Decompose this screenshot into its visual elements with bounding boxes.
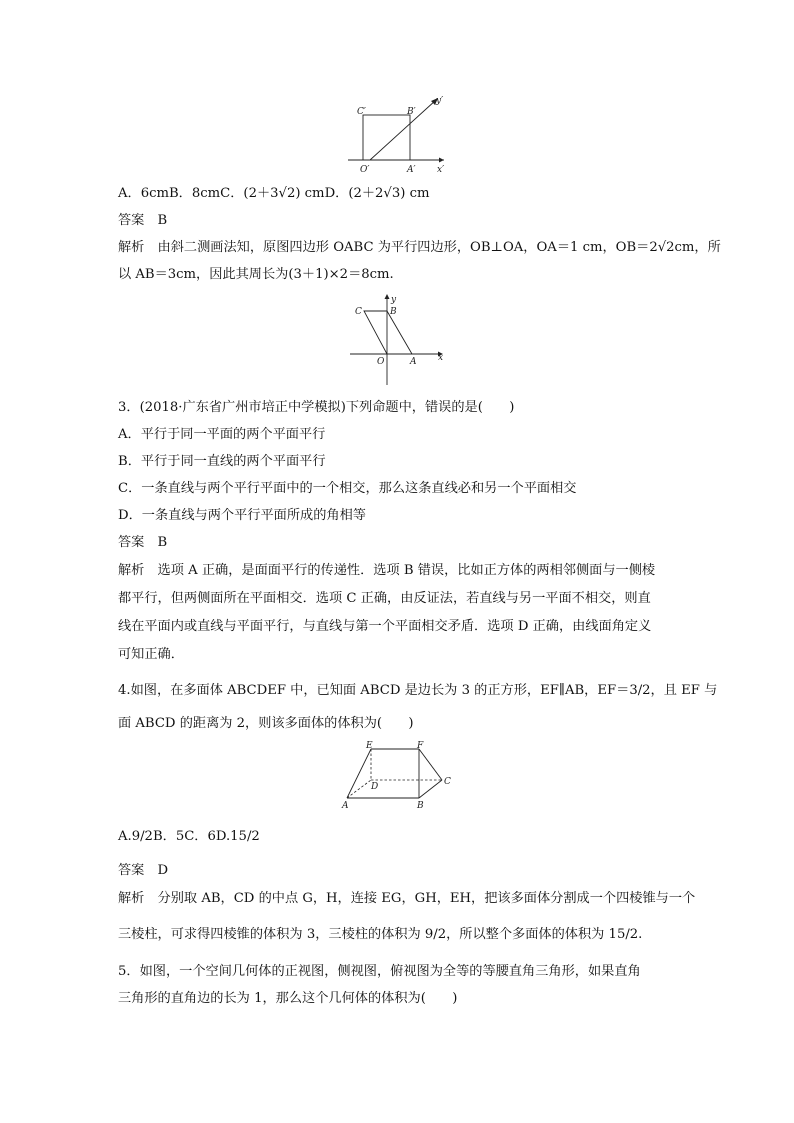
q5-stem-line2: 三角形的直角边的长为 1，那么这个几何体的体积为( ) [118, 991, 458, 1006]
q2-answer: 答案 B [118, 213, 168, 228]
q2-options: A．6cmB．8cmC．(2＋3√2) cmD．(2＋2√3) cm [118, 186, 430, 201]
figure-oblique-square [340, 94, 450, 176]
q3-option-d: D．一条直线与两个平行平面所成的角相等 [118, 508, 366, 523]
q3-analysis-line1: 解析 选项 A 正确，是面面平行的传递性．选项 B 错误，比如正方体的两相邻侧面与一侧棱 [118, 563, 656, 578]
q5-stem-line1: 5．如图，一个空间几何体的正视图，侧视图，俯视图为全等的等腰直角三角形，如果直角 [118, 964, 641, 979]
label-d: D [371, 782, 379, 792]
figure-parallelogram [346, 293, 450, 387]
q3-answer: 答案 B [118, 535, 168, 550]
q3-stem: 3．(2018·广东省广州市培正中学模拟)下列命题中，错误的是( ) [118, 400, 515, 415]
label-b: B [417, 801, 424, 811]
figure-polyhedron [338, 738, 458, 812]
q2-analysis-line2: 以 AB＝3cm，因此其周长为(3＋1)×2＝8cm. [118, 267, 394, 282]
label-f: F [417, 741, 424, 751]
label-y-prime: y′ [436, 96, 444, 106]
label-c: C [355, 307, 362, 317]
label-a: A [410, 357, 417, 367]
q3-option-b: B．平行于同一直线的两个平面平行 [118, 454, 326, 469]
q4-answer: 答案 D [118, 863, 169, 878]
q4-stem-line2: 面 ABCD 的距离为 2，则该多面体的体积为( ) [118, 716, 414, 731]
label-x-prime: x′ [437, 165, 445, 175]
label-x: x [438, 353, 444, 363]
label-y: y [391, 295, 397, 305]
label-b-prime: B′ [407, 107, 416, 117]
q3-option-a: A．平行于同一平面的两个平面平行 [118, 427, 326, 442]
label-e: E [366, 741, 373, 751]
label-a-prime: A′ [407, 165, 416, 175]
q4-stem-line1: 4.如图，在多面体 ABCDEF 中，已知面 ABCD 是边长为 3 的正方形，EF∥AB，EF＝3/2，且 EF 与 [118, 683, 718, 698]
q3-analysis-line2: 都平行，但两侧面所在平面相交．选项 C 正确，由反证法，若直线与另一平面不相交，则直 [118, 591, 651, 606]
label-b: B [390, 307, 397, 317]
q4-analysis-line1: 解析 分别取 AB，CD 的中点 G，H，连接 EG，GH，EH，把该多面体分割成一个四棱锥与一个 [118, 891, 696, 906]
q4-analysis-line2: 三棱柱，可求得四棱锥的体积为 3，三棱柱的体积为 9/2，所以整个多面体的体积为 15/2. [118, 927, 643, 942]
label-a: A [342, 801, 349, 811]
label-o-prime: O′ [360, 165, 370, 175]
label-c: C [444, 777, 451, 787]
q3-option-c: C．一条直线与两个平行平面中的一个相交，那么这条直线必和另一个平面相交 [118, 481, 577, 496]
q4-options: A.9/2B．5C．6D.15/2 [118, 829, 260, 844]
q2-analysis-line1: 解析 由斜二测画法知，原图四边形 OABC 为平行四边形，OB⊥OA，OA＝1 cm，OB＝2√2cm，所 [118, 240, 721, 255]
label-c-prime: C′ [357, 107, 366, 117]
q3-analysis-line3: 线在平面内或直线与平面平行，与直线与第一个平面相交矛盾．选项 D 正确，由线面角定义 [118, 619, 652, 634]
label-o: O [377, 357, 385, 367]
q3-analysis-line4: 可知正确． [118, 647, 184, 662]
